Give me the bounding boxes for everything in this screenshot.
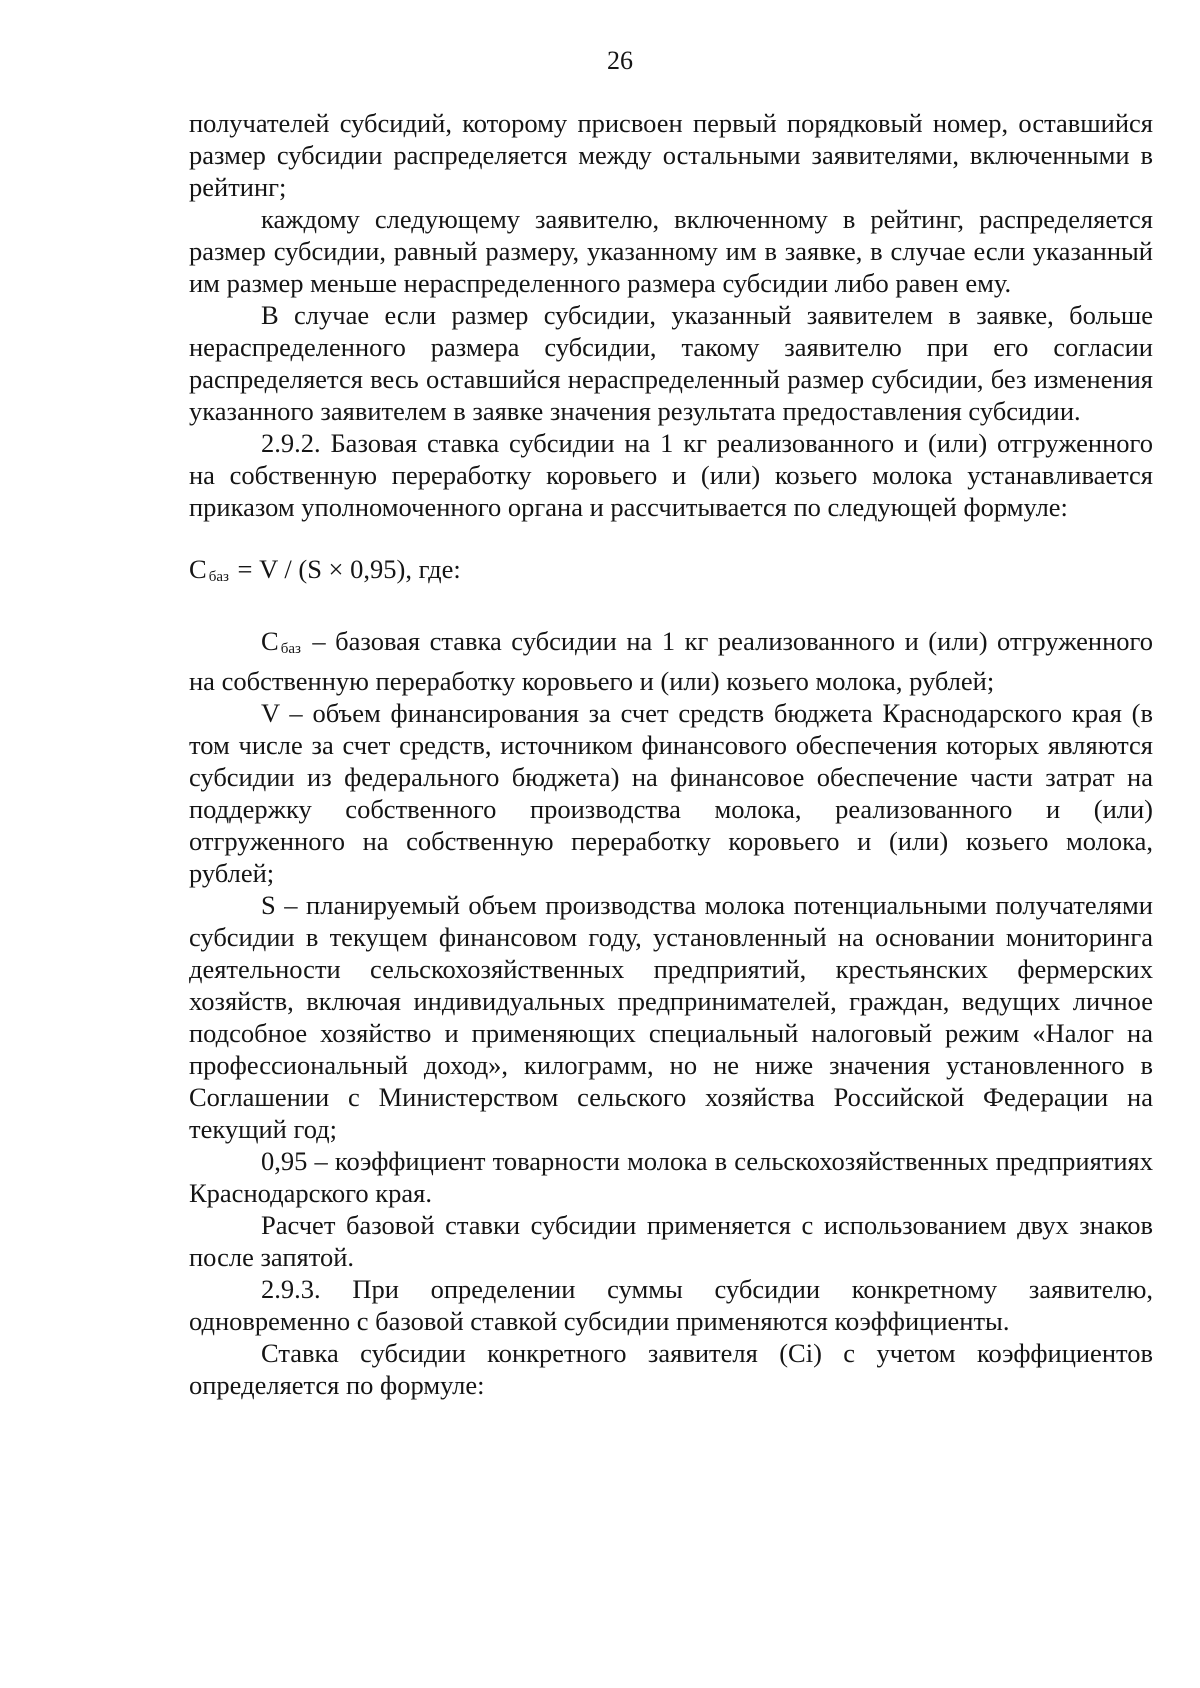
definition-c-base <box>189 625 1153 697</box>
paragraph-ci-formula-intro: Ставка субсидии конкретного заявителя (Ci) с учетом коэффициентов определяется по формуле: <box>189 1338 1153 1400</box>
paragraph-continuation: получателей субсидий, которому присвоен первый порядковый номер, оставшийся размер субсидии распределяется между остальными заявителями, включенными в рейтинг; <box>189 108 1153 202</box>
paragraph-2-9-3: 2.9.3. При определении суммы субсидии конкретному заявителю, одновременно с базовой ставкой субсидии применяются коэффициенты. <box>189 1274 1153 1336</box>
definition-s: S – планируемый объем производства молока потенциальными получателями субсидии в текущем финансовом году, установленный на основании мониторинга деятельности сельскохозяйственных предприятий, крестьянских фермерских хозяйств, включая индивидуальных предпринимателей, граждан, ведущих личное подсобное хозяйство и применяющих специальный налоговый режим «Налог на профессиональный доход», килограмм, но не ниже значения установленного в Соглашении с Министерством сельского хозяйства Российской Федерации на текущий год; <box>189 890 1153 1144</box>
formula-expression: = V / (S × 0,95), где: <box>237 554 461 584</box>
paragraph-exceeding-case: В случае если размер субсидии, указанный заявителем в заявке, больше нераспределенного размера субсидии, такому заявителю при его согласии распределяется весь оставшийся нераспределенный размер субсидии, без изменения указанного заявителем в заявке значения результата предоставления субсидии. <box>189 300 1153 426</box>
base-rate-formula <box>189 553 1153 593</box>
page-number: 26 <box>607 46 633 75</box>
paragraph-rounding: Расчет базовой ставки субсидии применяется с использованием двух знаков после запятой. <box>189 1210 1153 1272</box>
formula-subscript: баз <box>208 569 229 585</box>
paragraph-next-applicant: каждому следующему заявителю, включенному в рейтинг, распределяется размер субсидии, равный размеру, указанному им в заявке, в случае если указанный им размер меньше нераспределенного размера субсидии либо равен ему. <box>189 204 1153 298</box>
definition-c-text: – базовая ставка субсидии на 1 кг реализованного и (или) отгруженного на собственную переработку коровьего и (или) козьего молока, рублей; <box>189 626 1153 696</box>
formula-symbol: С <box>189 554 207 584</box>
definition-v: V – объем финансирования за счет средств бюджета Краснодарского края (в том числе за счет средств, источником финансового обеспечения которых являются субсидии из федерального бюджета) на финансовое обеспечение части затрат на поддержку собственного производства молока, реализованного и (или) отгруженного на собственную переработку коровьего и (или) козьего молока, рублей; <box>189 698 1153 888</box>
document-body <box>189 107 1153 1401</box>
definition-coefficient: 0,95 – коэффициент товарности молока в сельскохозяйственных предприятиях Краснодарского края. <box>189 1146 1153 1208</box>
definition-c-subscript: баз <box>280 641 301 657</box>
definition-c-symbol: С <box>261 626 279 656</box>
paragraph-2-9-2: 2.9.2. Базовая ставка субсидии на 1 кг реализованного и (или) отгруженного на собственную переработку коровьего и (или) козьего молока устанавливается приказом уполномоченного органа и рассчитывается по следующей формуле: <box>189 428 1153 522</box>
